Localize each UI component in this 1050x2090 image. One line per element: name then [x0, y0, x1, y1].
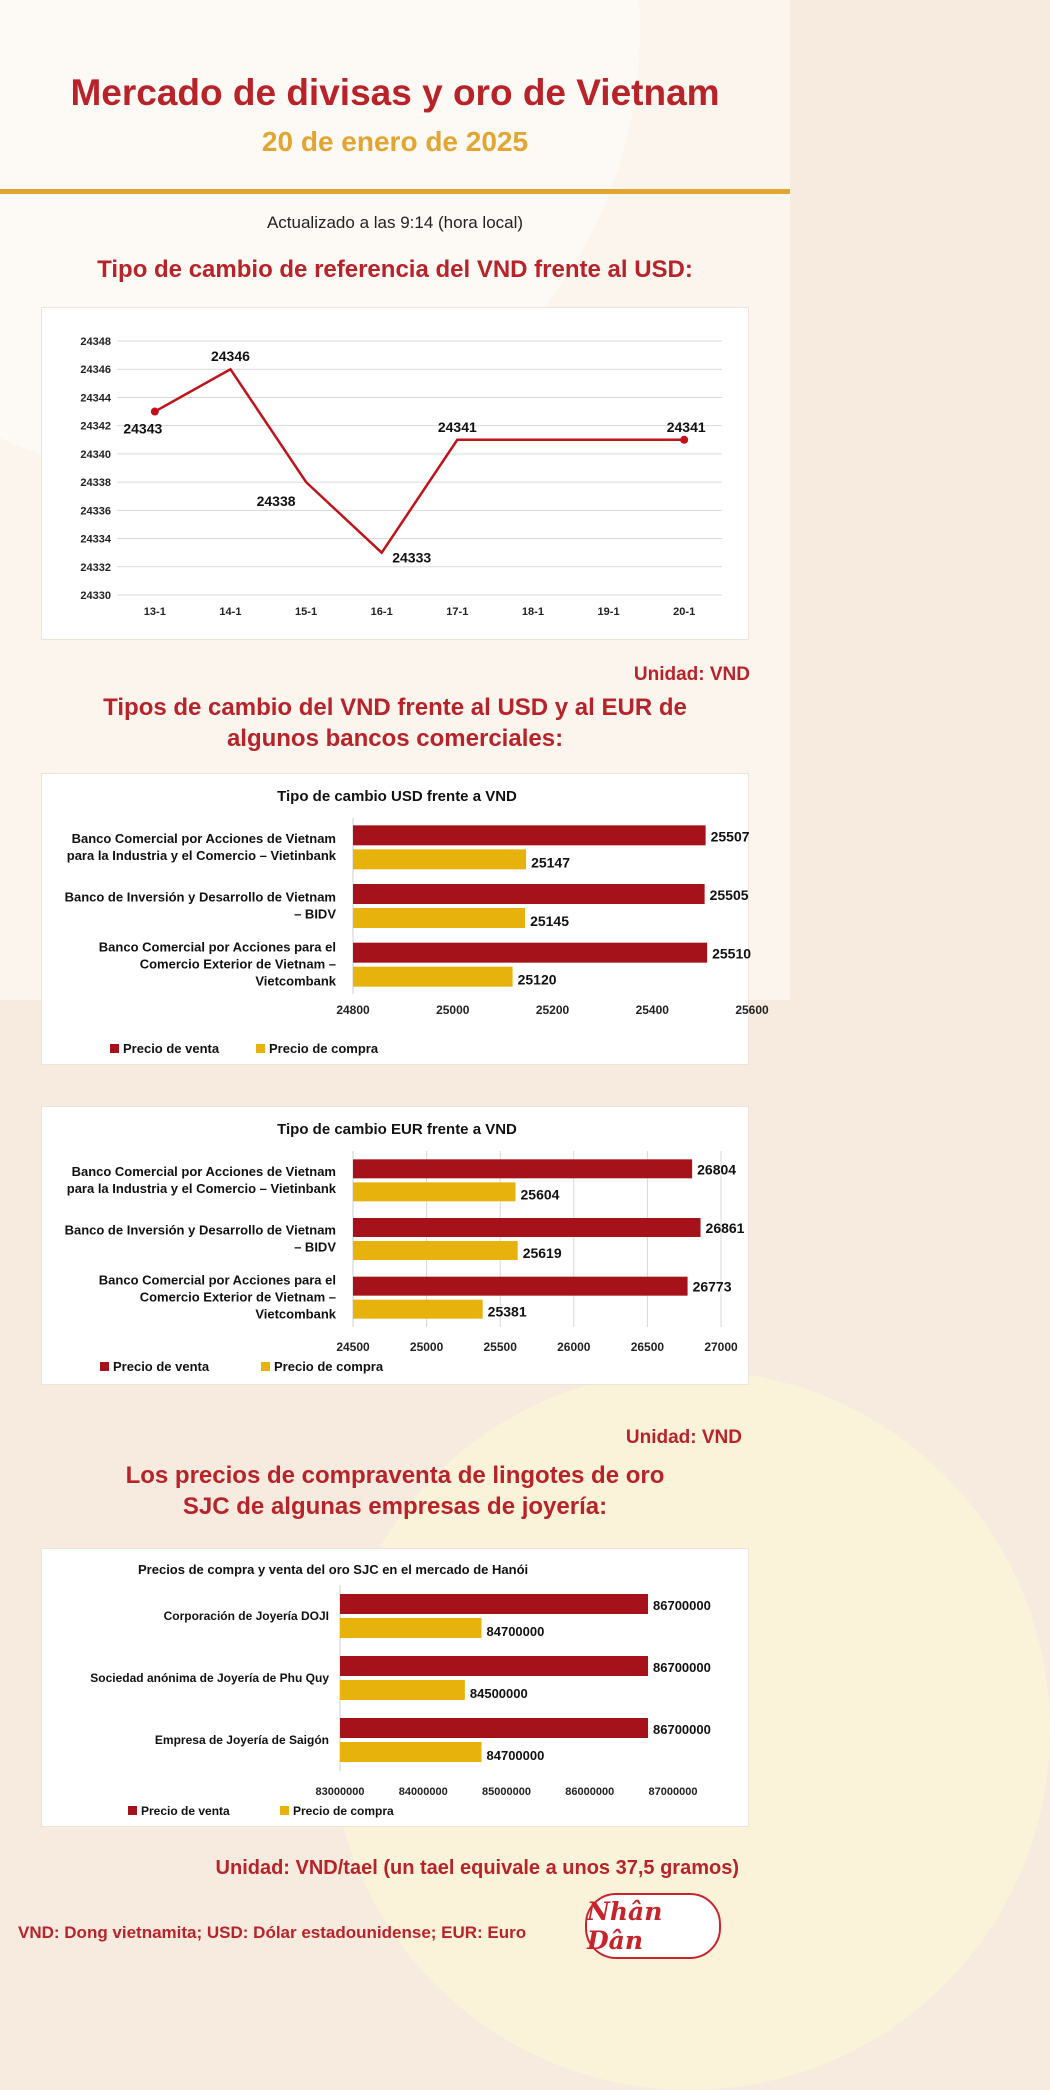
- bar-sell: [353, 825, 706, 845]
- x-tick-label: 25600: [735, 1003, 769, 1017]
- bar-buy: [353, 1300, 483, 1319]
- value-label-sell: 86700000: [653, 1722, 711, 1737]
- page-date: 20 de enero de 2025: [0, 126, 790, 158]
- eur-rate-panel: [41, 1106, 749, 1385]
- legend-swatch-buy: [256, 1044, 265, 1053]
- x-tick-label: 84000000: [399, 1786, 448, 1798]
- value-label-buy: 25147: [531, 854, 570, 870]
- data-point: [151, 408, 159, 416]
- bar-sell: [340, 1594, 648, 1614]
- category-label: para la Industria y el Comercio – Vietinbank: [67, 1181, 337, 1196]
- value-label-buy: 25604: [521, 1186, 560, 1202]
- legend-label-sell: Precio de venta: [113, 1359, 210, 1374]
- value-label-buy: 84500000: [470, 1686, 528, 1701]
- value-label-buy: 25120: [518, 972, 557, 988]
- bar-sell: [340, 1656, 648, 1676]
- legend-label-buy: Precio de compra: [293, 1804, 394, 1818]
- chart-title: Tipo de cambio USD frente a VND: [277, 788, 517, 805]
- y-tick-label: 24334: [80, 534, 111, 546]
- nhan-dan-logo: Nhân Dân: [585, 1893, 721, 1959]
- unit-label-bank-rates: Unidad: VND: [400, 1427, 742, 1449]
- bar-buy: [340, 1680, 465, 1700]
- bar-buy: [353, 908, 525, 928]
- category-label: – BIDV: [294, 907, 336, 922]
- x-tick-label: 14-1: [219, 606, 241, 618]
- section-title-gold: [0, 1460, 790, 1522]
- unit-label-gold: Unidad: VND/tael (un tael equivale a unos 37,5 gramos): [100, 1857, 739, 1880]
- value-label-buy: 25381: [488, 1304, 527, 1320]
- reference-rate-line-chart: [42, 308, 748, 639]
- legend-label-buy: Precio de compra: [269, 1041, 379, 1056]
- x-tick-label: 19-1: [598, 606, 620, 618]
- updated-time: Actualizado a las 9:14 (hora local): [0, 213, 790, 233]
- chart-title: Precios de compra y venta del oro SJC en el mercado de Hanói: [138, 1562, 528, 1577]
- x-tick-label: 24500: [336, 1340, 370, 1354]
- y-tick-label: 24330: [80, 590, 111, 602]
- category-label: para la Industria y el Comercio – Vietinbank: [67, 848, 337, 863]
- x-tick-label: 18-1: [522, 606, 544, 618]
- section-title-gold-line1: Los precios de compraventa de lingotes de oro: [0, 1460, 790, 1491]
- y-tick-label: 24332: [80, 562, 111, 574]
- y-tick-label: 24340: [80, 449, 111, 461]
- category-label: Vietcombank: [255, 1307, 336, 1322]
- y-tick-label: 24338: [80, 477, 111, 489]
- x-tick-label: 26500: [631, 1340, 665, 1354]
- category-label: Vietcombank: [255, 974, 336, 989]
- eur-rate-bar-chart: [42, 1107, 748, 1384]
- value-label-buy: 84700000: [487, 1624, 545, 1639]
- category-label: Sociedad anónima de Joyería de Phu Quy: [90, 1671, 329, 1685]
- bar-sell: [353, 1159, 692, 1178]
- data-label: 24346: [211, 348, 250, 364]
- x-tick-label: 27000: [704, 1340, 738, 1354]
- category-label: Banco Comercial por Acciones de Vietnam: [72, 831, 336, 846]
- legend-swatch-buy: [280, 1806, 289, 1815]
- chart-title: Tipo de cambio EUR frente a VND: [277, 1121, 517, 1138]
- legend-swatch-sell: [128, 1806, 137, 1815]
- value-label-sell: 26861: [706, 1220, 745, 1236]
- legend-label-sell: Precio de venta: [123, 1041, 220, 1056]
- x-tick-label: 17-1: [446, 606, 468, 618]
- x-tick-label: 83000000: [316, 1786, 365, 1798]
- x-tick-label: 25000: [410, 1340, 444, 1354]
- data-label: 24343: [123, 421, 162, 437]
- x-tick-label: 24800: [336, 1003, 370, 1017]
- section-title-reference-rate: Tipo de cambio de referencia del VND frente al USD:: [0, 254, 790, 285]
- legend-swatch-buy: [261, 1362, 270, 1371]
- legend-label-buy: Precio de compra: [274, 1359, 384, 1374]
- bar-buy: [340, 1618, 482, 1638]
- bar-sell: [353, 1218, 701, 1237]
- category-label: Banco Comercial por Acciones para el: [99, 940, 336, 955]
- x-tick-label: 85000000: [482, 1786, 531, 1798]
- section-title-gold-line2: SJC de algunas empresas de joyería:: [0, 1491, 790, 1522]
- category-label: – BIDV: [294, 1240, 336, 1255]
- bar-sell: [353, 884, 705, 904]
- bar-sell: [353, 943, 707, 963]
- usd-rate-bar-chart: [42, 774, 748, 1064]
- bar-buy: [353, 849, 526, 869]
- data-label: 24338: [257, 493, 296, 509]
- x-tick-label: 16-1: [371, 606, 393, 618]
- category-label: Empresa de Joyería de Saigón: [155, 1733, 329, 1747]
- category-label: Banco Comercial por Acciones de Vietnam: [72, 1164, 336, 1179]
- data-label: 24333: [392, 550, 431, 566]
- category-label: Banco Comercial por Acciones para el: [99, 1273, 336, 1288]
- bar-buy: [353, 1182, 516, 1201]
- gold-price-panel: [41, 1548, 749, 1827]
- value-label-buy: 25619: [523, 1245, 562, 1261]
- reference-rate-panel: [41, 307, 749, 640]
- y-tick-label: 24348: [80, 336, 111, 348]
- x-tick-label: 87000000: [649, 1786, 698, 1798]
- x-tick-label: 25200: [536, 1003, 570, 1017]
- section-title-bank-rates: [0, 692, 790, 754]
- data-point: [680, 436, 688, 444]
- value-label-sell: 25507: [711, 828, 750, 844]
- value-label-sell: 86700000: [653, 1598, 711, 1613]
- value-label-sell: 25505: [710, 887, 749, 903]
- value-label-sell: 86700000: [653, 1660, 711, 1675]
- category-label: Comercio Exterior de Vietnam –: [140, 1290, 336, 1305]
- x-tick-label: 26000: [557, 1340, 591, 1354]
- value-label-sell: 26773: [693, 1279, 732, 1295]
- bar-buy: [353, 967, 513, 987]
- bar-buy: [353, 1241, 518, 1260]
- y-tick-label: 24344: [80, 392, 111, 404]
- series-line: [155, 369, 684, 552]
- divider: [0, 189, 790, 194]
- bar-sell: [340, 1718, 648, 1738]
- category-label: Corporación de Joyería DOJI: [164, 1609, 329, 1623]
- bar-sell: [353, 1277, 688, 1296]
- x-tick-label: 86000000: [565, 1786, 614, 1798]
- legend-label-sell: Precio de venta: [141, 1804, 230, 1818]
- abbreviations-note: VND: Dong vietnamita; USD: Dólar estadounidense; EUR: Euro: [18, 1923, 526, 1943]
- value-label-buy: 84700000: [487, 1748, 545, 1763]
- y-tick-label: 24342: [80, 421, 111, 433]
- data-label: 24341: [667, 419, 706, 435]
- y-tick-label: 24346: [80, 364, 111, 376]
- category-label: Comercio Exterior de Vietnam –: [140, 957, 336, 972]
- x-tick-label: 25000: [436, 1003, 470, 1017]
- x-tick-label: 15-1: [295, 606, 317, 618]
- value-label-sell: 26804: [697, 1161, 736, 1177]
- x-tick-label: 25500: [484, 1340, 518, 1354]
- section-title-bank-rates-line1: Tipos de cambio del VND frente al USD y al EUR de: [0, 692, 790, 723]
- x-tick-label: 20-1: [673, 606, 695, 618]
- legend-swatch-sell: [110, 1044, 119, 1053]
- category-label: Banco de Inversión y Desarrollo de Vietnam: [65, 890, 336, 905]
- x-tick-label: 13-1: [144, 606, 166, 618]
- page-title: Mercado de divisas y oro de Vietnam: [0, 72, 790, 114]
- usd-rate-panel: [41, 773, 749, 1065]
- x-tick-label: 25400: [636, 1003, 670, 1017]
- value-label-sell: 25510: [712, 946, 751, 962]
- data-label: 24341: [438, 419, 477, 435]
- category-label: Banco de Inversión y Desarrollo de Vietnam: [65, 1223, 336, 1238]
- y-tick-label: 24336: [80, 505, 111, 517]
- section-title-bank-rates-line2: algunos bancos comerciales:: [0, 723, 790, 754]
- gold-price-bar-chart: [42, 1549, 748, 1826]
- value-label-buy: 25145: [530, 913, 569, 929]
- unit-label-rates: Unidad: VND: [400, 664, 750, 686]
- legend-swatch-sell: [100, 1362, 109, 1371]
- bar-buy: [340, 1742, 482, 1762]
